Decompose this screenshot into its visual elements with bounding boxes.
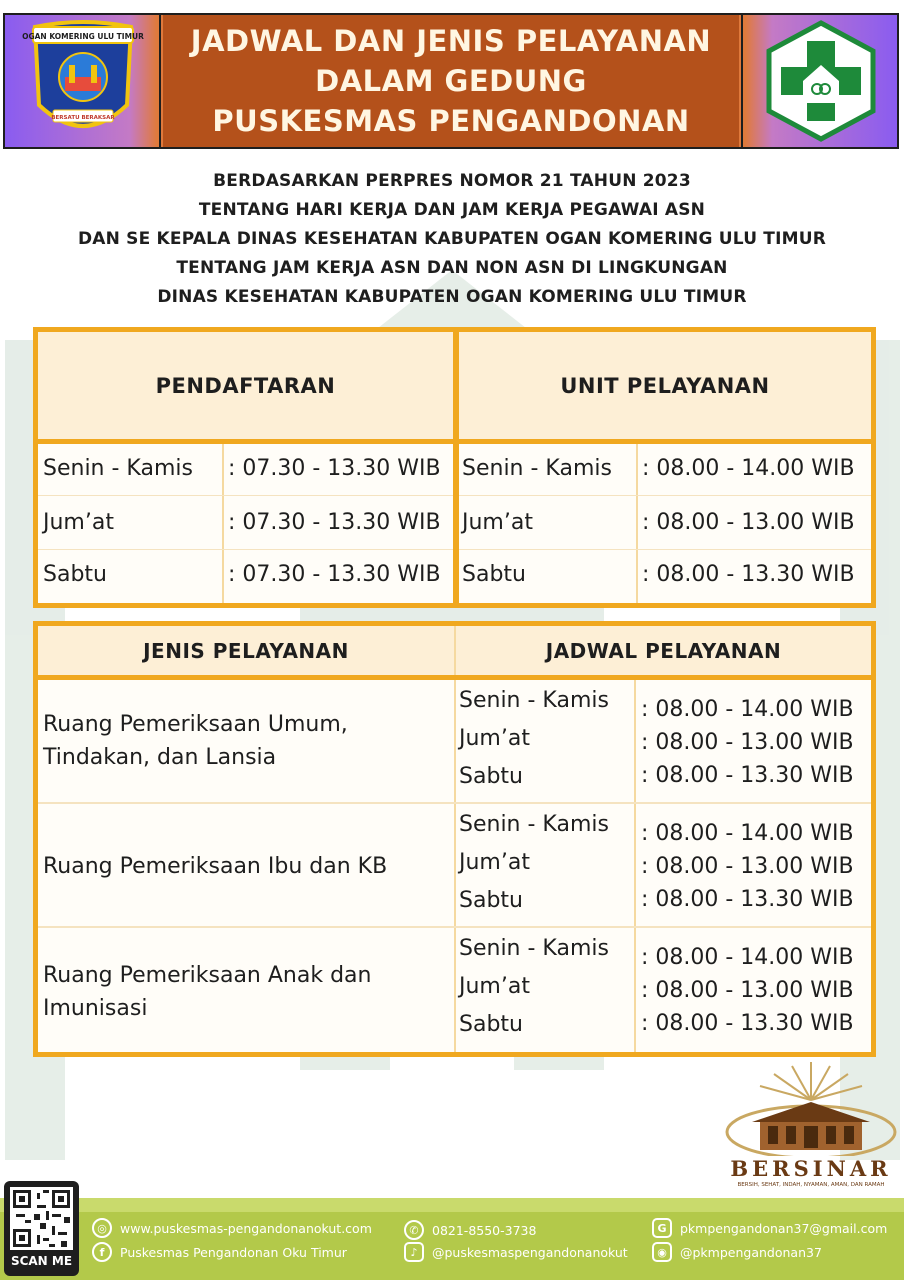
basis-line: DAN SE KEPALA DINAS KESEHATAN KABUPATEN OGAN KOMERING ULU TIMUR	[77, 229, 827, 249]
facebook-text: Puskesmas Pengandonan Oku Timur	[120, 1244, 347, 1260]
service-type-heading: JENIS PELAYANAN	[38, 626, 454, 675]
crest-banner-text: OGAN KOMERING ULU TIMUR	[22, 32, 144, 41]
service-unit-hours	[459, 332, 871, 603]
instagram-link[interactable]	[652, 1242, 822, 1262]
time-label: : 08.00 - 13.00 WIB	[641, 730, 854, 755]
day-label: Sabtu	[459, 888, 523, 913]
service-name	[43, 850, 443, 883]
title-line-3: PUSKESMAS PENGANDONAN	[212, 104, 690, 138]
service-unit-time: : 08.00 - 14.00 WIB	[642, 456, 855, 481]
qr-code-icon	[10, 1187, 73, 1250]
day-label: Jum’at	[459, 974, 530, 999]
puskesmas-logo-icon	[743, 15, 899, 147]
header-banner	[3, 13, 899, 149]
tiktok-text: @puskesmaspengandonanokut	[432, 1244, 628, 1260]
instagram-text: @pkmpengandonan37	[680, 1244, 822, 1260]
service-name-line: Ruang Pemeriksaan Anak dan	[43, 963, 372, 988]
email-text: pkmpengandonan37@gmail.com	[680, 1220, 888, 1236]
regency-crest-icon	[5, 15, 161, 147]
email-link[interactable]	[652, 1218, 887, 1238]
page-title	[163, 15, 739, 147]
bersinar-tagline: BERSIH, SEHAT, INDAH, NYAMAN, AMAN, DAN RAMAH	[737, 1182, 885, 1188]
registration-day: Senin - Kamis	[43, 456, 193, 481]
registration-day: Sabtu	[43, 562, 107, 587]
day-label: Senin - Kamis	[459, 936, 609, 961]
service-unit-day: Sabtu	[462, 562, 526, 587]
tiktok-icon: ♪	[404, 1242, 424, 1262]
registration-hours	[38, 332, 453, 603]
title-line-1: JADWAL DAN JENIS PELAYANAN	[190, 24, 712, 58]
tiktok-link[interactable]	[404, 1242, 628, 1262]
registration-heading: PENDAFTARAN	[38, 332, 453, 439]
service-unit-day: Senin - Kamis	[462, 456, 612, 481]
time-label: : 08.00 - 14.00 WIB	[641, 821, 854, 846]
service-times	[641, 817, 854, 916]
regulation-basis	[0, 167, 904, 312]
facebook-icon: f	[92, 1242, 112, 1262]
registration-time: : 07.30 - 13.30 WIB	[228, 510, 441, 535]
facebook-link[interactable]	[92, 1242, 347, 1262]
instagram-icon: ◉	[652, 1242, 672, 1262]
building-sunburst-icon	[722, 1060, 900, 1156]
time-label: : 08.00 - 13.00 WIB	[641, 978, 854, 1003]
service-name-line: Tindakan, dan Lansia	[43, 745, 277, 770]
service-days	[459, 682, 609, 796]
contact-footer	[0, 1198, 904, 1280]
basis-line: BERDASARKAN PERPRES NOMOR 21 TAHUN 2023	[213, 171, 691, 191]
operating-hours-table	[33, 327, 876, 608]
basis-line: DINAS KESEHATAN KABUPATEN OGAN KOMERING ULU TIMUR	[157, 287, 747, 307]
day-label: Sabtu	[459, 1012, 523, 1037]
registration-time: : 07.30 - 13.30 WIB	[228, 562, 441, 587]
time-label: : 08.00 - 13.30 WIB	[641, 887, 854, 912]
website-text: www.puskesmas-pengandonanokut.com	[120, 1220, 372, 1236]
service-unit-time: : 08.00 - 13.00 WIB	[642, 510, 855, 535]
basis-line: TENTANG JAM KERJA ASN DAN NON ASN DI LINGKUNGAN	[176, 258, 728, 278]
day-label: Jum’at	[459, 850, 530, 875]
time-label: : 08.00 - 13.30 WIB	[641, 763, 854, 788]
time-label: : 08.00 - 13.30 WIB	[641, 1011, 854, 1036]
service-name-line: Ruang Pemeriksaan Ibu dan KB	[43, 854, 388, 879]
services-table	[33, 621, 876, 1057]
bersinar-logo	[722, 1060, 900, 1194]
service-times	[641, 693, 854, 792]
service-unit-heading: UNIT PELAYANAN	[459, 332, 871, 439]
registration-day: Jum’at	[43, 510, 114, 535]
time-label: : 08.00 - 13.00 WIB	[641, 854, 854, 879]
day-label: Sabtu	[459, 764, 523, 789]
qr-code[interactable]	[4, 1181, 79, 1276]
service-name-line: Imunisasi	[43, 996, 148, 1021]
service-days	[459, 806, 609, 920]
globe-icon: ◎	[92, 1218, 112, 1238]
whatsapp-link[interactable]	[404, 1220, 536, 1240]
service-name	[43, 959, 443, 1025]
registration-time: : 07.30 - 13.30 WIB	[228, 456, 441, 481]
day-label: Senin - Kamis	[459, 812, 609, 837]
whatsapp-icon: ✆	[404, 1220, 424, 1240]
service-days	[459, 930, 609, 1044]
title-line-2: DALAM GEDUNG	[315, 64, 587, 98]
puskesmas-logo	[741, 15, 897, 147]
schedule-heading: JADWAL PELAYANAN	[456, 626, 871, 675]
regency-crest-logo	[5, 15, 161, 147]
service-name	[43, 708, 443, 774]
google-icon: G	[652, 1218, 672, 1238]
bersinar-word: BERSINAR	[730, 1156, 892, 1181]
whatsapp-text: 0821-8550-3738	[432, 1222, 537, 1238]
website-link[interactable]	[92, 1218, 372, 1238]
service-times	[641, 941, 854, 1040]
qr-label: SCAN ME	[10, 1254, 73, 1268]
day-label: Senin - Kamis	[459, 688, 609, 713]
service-name-line: Ruang Pemeriksaan Umum,	[43, 712, 348, 737]
time-label: : 08.00 - 14.00 WIB	[641, 945, 854, 970]
service-unit-time: : 08.00 - 13.30 WIB	[642, 562, 855, 587]
time-label: : 08.00 - 14.00 WIB	[641, 697, 854, 722]
service-unit-day: Jum’at	[462, 510, 533, 535]
crest-motto-text: BERSATU BERAKSAR	[51, 115, 115, 121]
day-label: Jum’at	[459, 726, 530, 751]
basis-line: TENTANG HARI KERJA DAN JAM KERJA PEGAWAI ASN	[198, 200, 706, 220]
